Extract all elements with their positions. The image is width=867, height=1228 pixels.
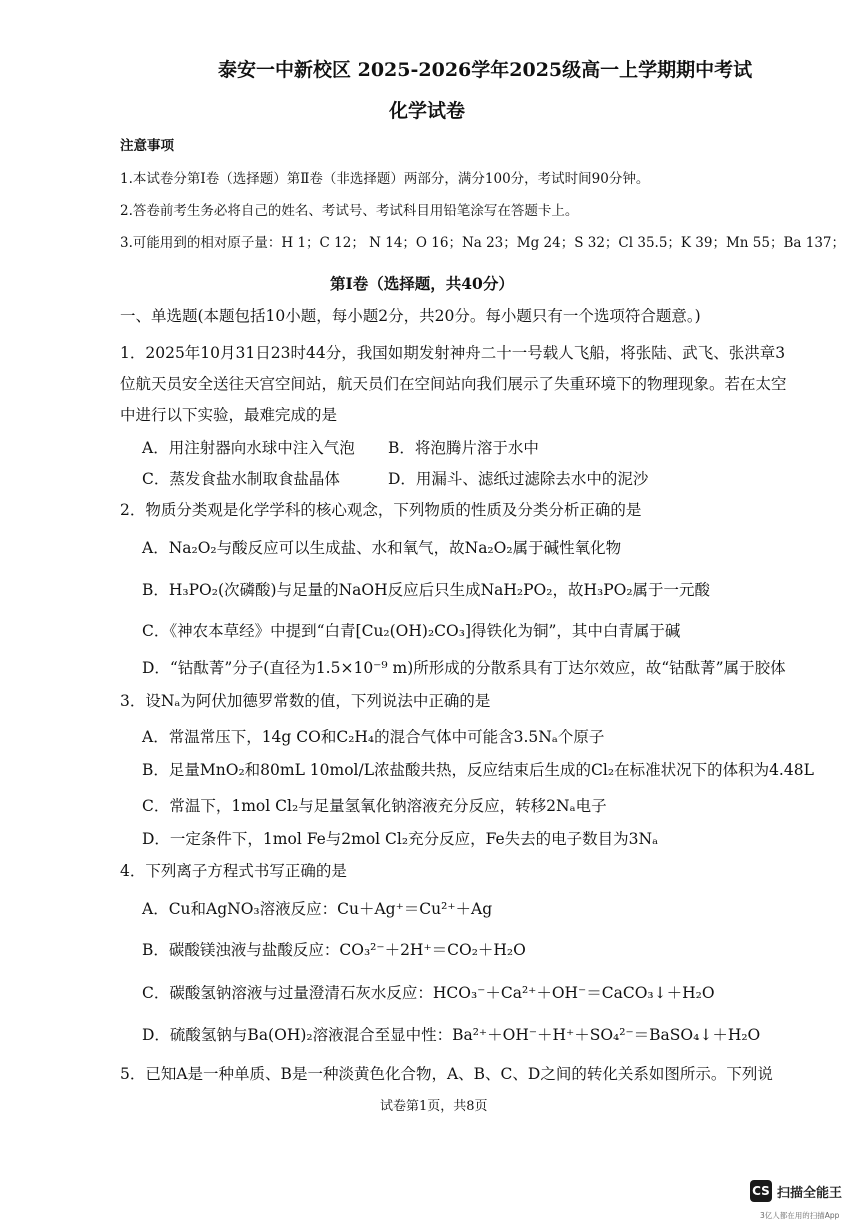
q3-option-b: B．足量MnO₂和80mL 10mol/L浓盐酸共热，反应结束后生成的Cl₂在标准状况下的体积为4.48L <box>142 761 814 779</box>
q4-option-a: A．Cu和AgNO₃溶液反应：Cu＋Ag⁺＝Cu²⁺＋Ag <box>142 900 493 918</box>
note-item-1: 1.本试卷分第Ⅰ卷（选择题）第Ⅱ卷（非选择题）两部分，满分100分，考试时间90分钟。 <box>120 171 650 187</box>
q3-option-a: A．常温常压下，14g CO和C₂H₄的混合气体中可能含3.5Nₐ个原子 <box>142 728 605 746</box>
exam-subtitle: 化学试卷 <box>389 100 466 122</box>
watermark-name: 扫描全能王 <box>777 1186 843 1201</box>
notes-heading: 注意事项 <box>120 138 174 154</box>
q1-option-a: A．用注射器向水球中注入气泡 <box>142 439 355 457</box>
q1-stem-line-3: 中进行以下实验，最难完成的是 <box>120 406 338 424</box>
q3-option-c: C．常温下，1mol Cl₂与足量氢氧化钠溶液充分反应，转移2Nₐ电子 <box>142 797 607 815</box>
q4-option-b: B．碳酸镁浊液与盐酸反应：CO₃²⁻＋2H⁺＝CO₂＋H₂O <box>142 941 526 959</box>
q4-option-d: D．硫酸氢钠与Ba(OH)₂溶液混合至显中性：Ba²⁺＋OH⁻＋H⁺＋SO₄²⁻＝BaSO₄↓＋H₂O <box>142 1026 761 1044</box>
q2-stem: 2．物质分类观是化学学科的核心观念，下列物质的性质及分类分析正确的是 <box>120 501 642 519</box>
q1-option-c: C．蒸发食盐水制取食盐晶体 <box>142 470 340 488</box>
q2-option-d: D．“钴酞菁”分子(直径为1.5×10⁻⁹ m)所形成的分散系具有丁达尔效应，故“钴酞菁”属于胶体 <box>142 659 786 677</box>
q1-option-d: D．用漏斗、滤纸过滤除去水中的泥沙 <box>388 470 649 488</box>
note-item-2: 2.答卷前考生务必将自己的姓名、考试号、考试科目用铅笔涂写在答题卡上。 <box>120 203 579 219</box>
q1-stem-line-1: 1．2025年10月31日23时44分，我国如期发射神舟二十一号载人飞船，将张陆、武飞、张洪章3 <box>120 344 786 362</box>
q2-option-c: C．《神农本草经》中提到“白青[Cu₂(OH)₂CO₃]得铁化为铜”，其中白青属于碱 <box>142 622 681 640</box>
q4-stem: 4．下列离子方程式书写正确的是 <box>120 862 347 880</box>
part-instructions: 一、单选题(本题包括10小题，每小题2分，共20分。每小题只有一个选项符合题意。) <box>120 307 701 325</box>
q3-option-d: D．一定条件下，1mol Fe与2mol Cl₂充分反应，Fe失去的电子数目为3Nₐ <box>142 830 659 848</box>
q2-option-a: A．Na₂O₂与酸反应可以生成盐、水和氧气，故Na₂O₂属于碱性氧化物 <box>142 539 622 557</box>
page-footer: 试卷第1页，共8页 <box>380 1099 488 1114</box>
q4-option-c: C．碳酸氢钠溶液与过量澄清石灰水反应：HCO₃⁻＋Ca²⁺＋OH⁻＝CaCO₃↓＋H₂O <box>142 984 715 1002</box>
q2-option-b: B．H₃PO₂(次磷酸)与足量的NaOH反应后只生成NaH₂PO₂，故H₃PO₂属于一元酸 <box>142 581 711 599</box>
q3-stem: 3．设Nₐ为阿伏加德罗常数的值，下列说法中正确的是 <box>120 692 491 710</box>
q1-stem-line-2: 位航天员安全送往天宫空间站，航天员们在空间站向我们展示了失重环境下的物理现象。若在太空 <box>120 375 787 393</box>
q1-option-b: B．将泡腾片溶于水中 <box>388 439 539 457</box>
exam-title: 泰安一中新校区 2025-2026学年2025级高一上学期期中考试 <box>218 59 753 81</box>
watermark-tagline: 3亿人都在用的扫描App <box>760 1211 840 1220</box>
q5-stem: 5．已知A是一种单质、B是一种淡黄色化合物，A、B、C、D之间的转化关系如图所示。下列说 <box>120 1065 773 1083</box>
section-heading: 第Ⅰ卷（选择题，共40分） <box>330 274 514 293</box>
note-item-3: 3.可能用到的相对原子量：H 1；C 12； N 14；O 16；Na 23；Mg 24；S 32；Cl 35.5；K 39；Mn 55；Ba 137； <box>120 235 845 251</box>
cs-logo-icon: CS <box>750 1180 772 1202</box>
scanner-watermark <box>750 1180 860 1224</box>
